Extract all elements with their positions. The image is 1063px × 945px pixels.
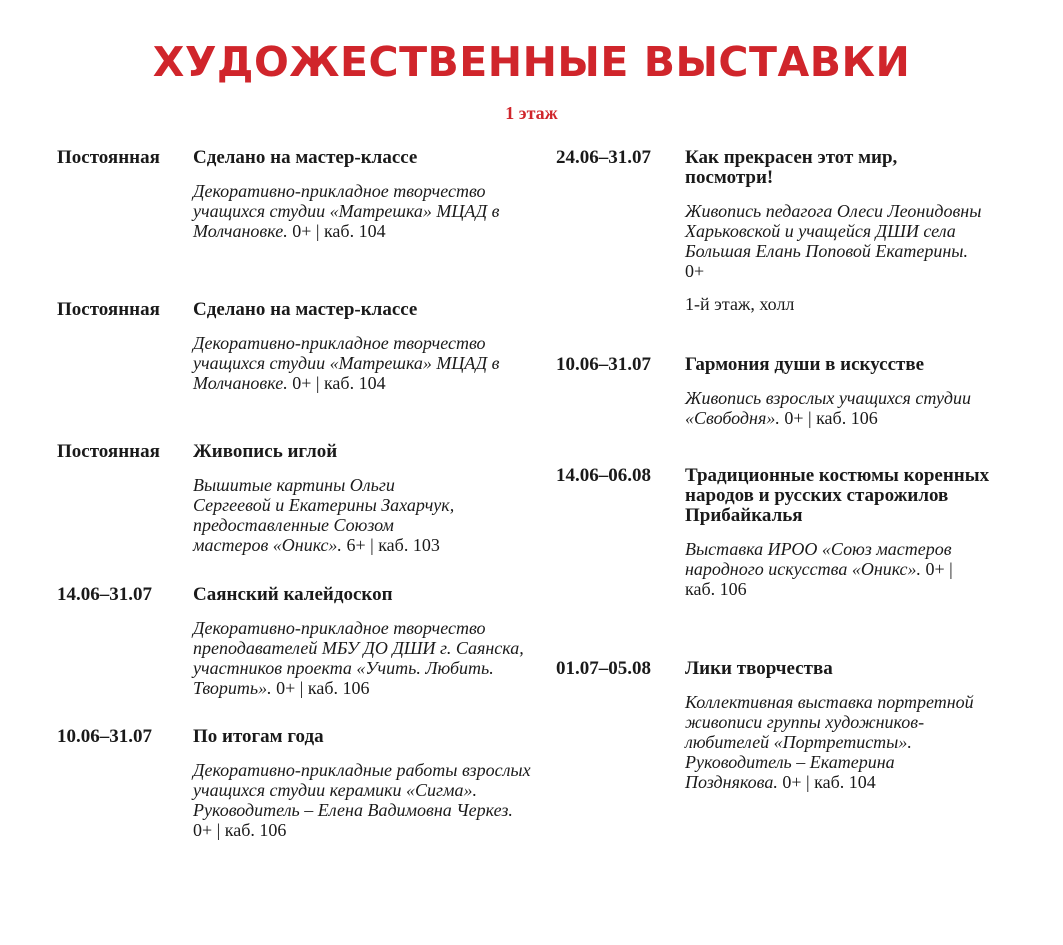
exhibition-title: Лики творчества xyxy=(685,658,833,679)
exhibition-date: 24.06–31.07 xyxy=(556,147,651,168)
age-room: 0+ | каб. 104 xyxy=(777,772,876,792)
age-room: 0+ | каб. 106 xyxy=(685,559,953,599)
exhibition-entry xyxy=(57,300,537,420)
exhibition-title: Сделано на мастер-классе xyxy=(193,299,418,320)
exhibition-entry xyxy=(556,466,996,606)
age-room: 6+ | каб. 103 xyxy=(341,535,440,555)
exhibition-date: Постоянная xyxy=(57,299,160,320)
exhibition-title: По итогам года xyxy=(193,726,324,747)
exhibition-entry xyxy=(57,442,537,577)
description-text: Декоративно-прикладные работы взрослых учащихся студии керамики «Сигма». Руководитель – Елена Вадимовна Черкез. xyxy=(193,760,531,820)
age-room: 0+ | каб. 106 xyxy=(193,820,287,840)
exhibition-entry xyxy=(57,148,537,268)
exhibition-description xyxy=(193,333,533,393)
exhibition-entry xyxy=(57,585,537,720)
exhibition-date: 01.07–05.08 xyxy=(556,658,651,679)
exhibition-description xyxy=(685,539,985,599)
description-text: Коллективная выставка портретной живописи группы художников-любителей «Портретисты». Руководитель – Екатерина Позднякова. xyxy=(685,692,974,792)
floor-label: 1 этаж xyxy=(505,103,558,123)
description-text: Живопись педагога Олеси Леонидовны Харьковской и учащейся ДШИ села Большая Елань Поповой Екатерины. xyxy=(685,201,982,261)
description-text: Вышитые картины Ольги Сергеевой и Екатерины Захарчук, предоставленные Союзом мастеров «Оникс». xyxy=(193,475,455,555)
age-room: 0+ | каб. 106 xyxy=(779,408,878,428)
exhibition-entry xyxy=(556,355,996,435)
description-text: Выставка ИРОО «Союз мастеров народного искусства «Оникс». xyxy=(685,539,952,579)
description-text: Живопись взрослых учащихся студии «Свободня». xyxy=(685,388,972,428)
exhibition-date: 14.06–31.07 xyxy=(57,584,152,605)
exhibition-description xyxy=(685,692,990,792)
exhibition-title: Традиционные костюмы коренных народов и русских старожилов Прибайкалья xyxy=(685,465,990,526)
exhibition-description xyxy=(193,181,533,241)
exhibition-description xyxy=(685,388,990,428)
exhibition-description xyxy=(685,201,985,281)
exhibition-date: Постоянная xyxy=(57,441,160,462)
page-title: ХУДОЖЕСТВЕННЫЕ ВЫСТАВКИ xyxy=(152,38,911,86)
age-room: 0+ xyxy=(685,261,705,281)
exhibition-location: 1-й этаж, холл xyxy=(685,294,795,314)
exhibition-date: 10.06–31.07 xyxy=(556,354,651,375)
exhibition-title: Сделано на мастер-классе xyxy=(193,147,418,168)
exhibition-date: 14.06–06.08 xyxy=(556,465,651,486)
exhibition-description xyxy=(193,475,463,555)
exhibition-title: Гармония души в искусстве xyxy=(685,354,925,375)
exhibition-entry xyxy=(556,659,996,819)
exhibition-entry xyxy=(57,727,537,867)
description-text: Декоративно-прикладное творчество учащихся студии «Матрешка» МЦАД в Молчановке. xyxy=(193,333,500,393)
exhibition-date: Постоянная xyxy=(57,147,160,168)
exhibition-title: Саянский калейдоскоп xyxy=(193,584,393,605)
exhibition-title: Как прекрасен этот мир, посмотри! xyxy=(685,147,898,188)
age-room: 0+ | каб. 106 xyxy=(271,678,370,698)
exhibition-description xyxy=(193,760,533,840)
exhibition-date: 10.06–31.07 xyxy=(57,726,152,747)
exhibition-title: Живопись иглой xyxy=(193,441,338,462)
age-room: 0+ | каб. 104 xyxy=(287,373,386,393)
description-text: Декоративно-прикладное творчество преподавателей МБУ ДО ДШИ г. Саянска, участников проекта «Учить. Любить. Творить». xyxy=(193,618,524,698)
exhibition-entry xyxy=(556,148,996,323)
description-text: Декоративно-прикладное творчество учащихся студии «Матрешка» МЦАД в Молчановке. xyxy=(193,181,500,241)
exhibition-description xyxy=(193,618,533,698)
age-room: 0+ | каб. 104 xyxy=(287,221,386,241)
